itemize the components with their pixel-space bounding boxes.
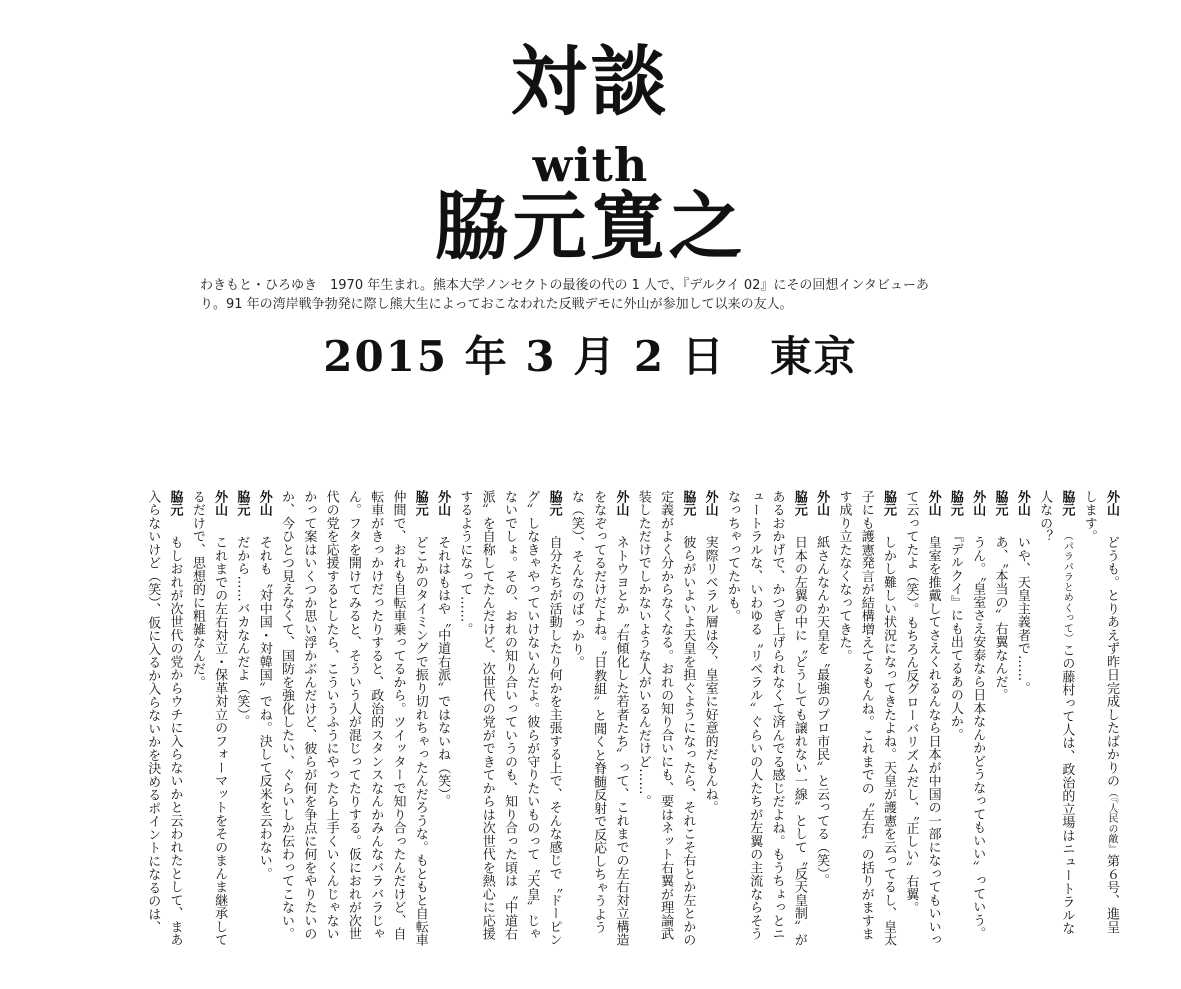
speaker-name: 外山 [702, 490, 718, 530]
dialogue-text: なっちゃってたかも。 [724, 490, 740, 623]
dialogue-line [498, 490, 520, 970]
speaker-name: 外山 [925, 490, 941, 530]
dialogue-text: それも〝対中国・対韓国〟でね。決して反米を云わない。 [256, 535, 272, 881]
dialogue-line [810, 490, 832, 970]
dialogue-text: るだけで、思想的に粗雑なんだ。 [189, 490, 205, 689]
dialogue-text: うん。〝皇室さえ安泰なら日本なんかどうなってもいい〟っていう。 [970, 535, 986, 940]
dialogue-text: 彼らがいよいよ天皇を担ぐようになったら、それこそ右とか左とかの [680, 535, 696, 947]
title-with: with [532, 138, 649, 192]
date-location: 2015 年 3 月 2 日 東京 [323, 332, 858, 381]
dialogue-line [208, 490, 230, 970]
dialogue-text: 第６号、進呈 [1104, 854, 1119, 934]
speaker-name: 脇元 [947, 490, 963, 530]
title-taidan: 対談 [510, 37, 671, 126]
dialogue-line [921, 490, 943, 970]
dialogue-line [609, 490, 631, 970]
dialogue-text: どうも。とりあえず昨日完成したばかりの [1104, 535, 1119, 788]
dialogue-text: 日本の左翼の中に〝どうしても譲れない一線〟として〝反天皇制〟が [791, 535, 807, 947]
dialogue-text: それはもはや〝中道右派〟ではないね（笑）。 [435, 535, 451, 808]
dialogue-line [230, 490, 252, 970]
dialogue-line [854, 490, 876, 970]
dialogue-text: 派〟を自称してたんだけど、次世代の党ができてからは次世代を熱心に応援 [479, 490, 495, 941]
speaker-name: 脇元 [234, 490, 250, 530]
dialogue-line [297, 490, 319, 970]
dialogue-line [453, 490, 475, 970]
speaker-name: 脇元 [791, 490, 807, 530]
speaker-name: 外山 [212, 490, 228, 530]
dialogue-text: て云ってたよ（笑）。もちろん反グローバリズムだし、〝正しい〟右翼。 [903, 490, 919, 915]
dialogue-line [788, 490, 810, 970]
speaker-name: 脇元 [412, 490, 428, 530]
dialogue-line [1055, 490, 1077, 970]
dialogue-text: あるおかげで、かつぎ上げられなくて済んでる感じだよね。もうちょっとニ [769, 490, 785, 941]
dialogue-text: 自分たちが活動したり何かを主張する上で、そんな感じで〝ドーピン [546, 535, 562, 947]
dialogue-line [698, 490, 720, 970]
dialogue-line [1100, 490, 1122, 970]
dialogue-text: ュートラルな、いわゆる〝リベラル〟ぐらいの人たちが左翼の主流ならそう [747, 490, 763, 941]
dialogue-line [475, 490, 497, 970]
speaker-name: 外山 [256, 490, 272, 530]
dialogue-line [186, 490, 208, 970]
dialogue-line [141, 490, 163, 970]
speaker-name: 脇元 [1059, 490, 1075, 530]
dialogue-text: するようになって……。 [457, 490, 473, 636]
dialogue-line [364, 490, 386, 970]
speaker-name: 外山 [613, 490, 629, 530]
dialogue-text: 子にも護憲発言が結構増えてるもんね。これまでの〝左右〟の括りがますま [858, 490, 874, 941]
dialogue-line [966, 490, 988, 970]
dialogue-line [877, 490, 899, 970]
guest-bio [200, 276, 990, 314]
dialogue-text: 装しただけでしかないような人がいるんだけど……。 [635, 490, 651, 808]
dialogue-line [765, 490, 787, 970]
dialogue-line [988, 490, 1010, 970]
dialogue-line [587, 490, 609, 970]
dialogue-text: 仲間で、おれも自転車乗ってるから。ツイッターで知り合ったんだけど、自 [390, 490, 406, 941]
dialogue-line [654, 490, 676, 970]
speaker-name: 外山 [1104, 490, 1119, 530]
dialogue-line [1033, 490, 1055, 970]
stage-direction: （パラパラとめくって） [1061, 535, 1073, 644]
dialogue-text: これまでの左右対立・保革対立のフォーマットをそのまんま継承して [212, 535, 228, 947]
dialogue-text: しかし難しい状況になってきたよね。天皇が護憲を云ってるし、皇太 [881, 535, 897, 947]
bio-line-1: わきもと・ひろゆき 1970 年生まれ。熊本大学ノンセクトの最後の代の 1 人で、『デルクイ 02』にその回想インタビューあ [200, 278, 929, 293]
dialogue-line [721, 490, 743, 970]
dialogue-text: 人なの？ [1037, 490, 1053, 543]
speaker-name: 脇元 [881, 490, 897, 530]
speaker-name: 外山 [814, 490, 830, 530]
dialogue-text: 皇室を推戴してさえくれるんなら日本が中国の一部になってもいいっ [925, 535, 941, 947]
dialogue-line [252, 490, 274, 970]
dialogue-text: どこかのタイミングで振り切れちゃったんだろうな。もともと自転車 [412, 535, 428, 947]
dialogue-line [342, 490, 364, 970]
dialogue-text: をなぞってるだけだよね。〝日教組〟と聞くと脊髄反射で反応しちゃうよう [591, 490, 607, 934]
speaker-name: 脇元 [546, 490, 562, 530]
dialogue-line [520, 490, 542, 970]
title-guest-name: 脇元寛之 [434, 184, 747, 270]
dialogue-line [565, 490, 587, 970]
speaker-name: 脇元 [167, 490, 183, 530]
dialogue-text: か、今ひとつ見えなくて、国防を強化したい、ぐらいしか伝わってこない。 [279, 490, 295, 941]
dialogue-text: します。 [1081, 490, 1097, 543]
dialogue-text: かって案はいくつか思い浮かぶんだけど、彼らが何を争点に何をやりたいの [301, 490, 317, 941]
dialogue-line [409, 490, 431, 970]
dialogue-body [112, 490, 1122, 970]
speaker-name: 脇元 [992, 490, 1008, 530]
speaker-name: 外山 [1014, 490, 1030, 530]
dialogue-line [743, 490, 765, 970]
dialogue-line [676, 490, 698, 970]
dialogue-text: グ〟しなきゃやっていけないんだよ。彼らが守りたいものって〝天皇〟じゃ [524, 490, 540, 941]
bio-line-2: り。91 年の湾岸戦争勃発に際し熊大生によっておこなわれた反戦デモに外山が参加して以来の友人。 [200, 297, 793, 312]
dialogue-text: す成り立たなくなってきた。 [836, 490, 852, 663]
dialogue-text: もしおれが次世代の党からウチに入らないかと云われたとして、まあ [167, 535, 183, 947]
dialogue-text: 代の党を応援するとしたら、こういうふうにやったら上手くいくんじゃない [323, 490, 339, 941]
dialogue-line [944, 490, 966, 970]
dialogue-line [319, 490, 341, 970]
dialogue-line [832, 490, 854, 970]
publication-ref: （『人民の敵』 [1106, 787, 1117, 855]
dialogue-line [1011, 490, 1033, 970]
dialogue-line [899, 490, 921, 970]
dialogue-line [1077, 490, 1099, 970]
dialogue-text: ん。フタを開けてみると、そういう人が混じってたりする。仮におれが次世 [345, 490, 361, 941]
dialogue-text: 実際リベラル層は今、皇室に好意的だもんね。 [702, 535, 718, 814]
dialogue-text: な（笑）、そんなのばっかり。 [568, 490, 584, 669]
dialogue-line [431, 490, 453, 970]
dialogue-text: いや、天皇主義者で……。 [1014, 535, 1030, 695]
dialogue-text: ネトウヨとか〝右傾化した若者たち〟って、これまでの左右対立構造 [613, 535, 629, 947]
dialogue-text: 転車がきっかけだったりすると、政治的スタンスなんかみんなバラバラじゃ [368, 490, 384, 941]
dialogue-line [163, 490, 185, 970]
speaker-name: 脇元 [680, 490, 696, 530]
dialogue-text: この藤村って人は、政治的立場はニュートラルな [1059, 643, 1075, 935]
dialogue-text: だから……バカなんだよ（笑）。 [234, 535, 250, 728]
dialogue-text: 『デルクイ』にも出てるあの人か。 [947, 535, 963, 742]
speaker-name: 外山 [435, 490, 451, 530]
dialogue-text: 入らないけど（笑）、仮に入るか入らないかを決めるポイントになるのは、 [145, 490, 161, 934]
dialogue-line [386, 490, 408, 970]
dialogue-line [275, 490, 297, 970]
dialogue-line [542, 490, 564, 970]
speaker-name: 外山 [970, 490, 986, 530]
dialogue-text: 定義がよく分からなくなる。おれの知り合いにも、要はネット右翼が理論武 [658, 490, 674, 941]
dialogue-text: ないでしょ。その、おれの知り合いっていうのも、知り合った頃は〝中道右 [501, 490, 517, 941]
dialogue-text: あ、〝本当の〟右翼なんだ。 [992, 535, 1008, 702]
dialogue-text: 紙さんなんか天皇を〝最強のプロ市民〟と云ってる（笑）。 [814, 535, 830, 887]
dialogue-line [631, 490, 653, 970]
